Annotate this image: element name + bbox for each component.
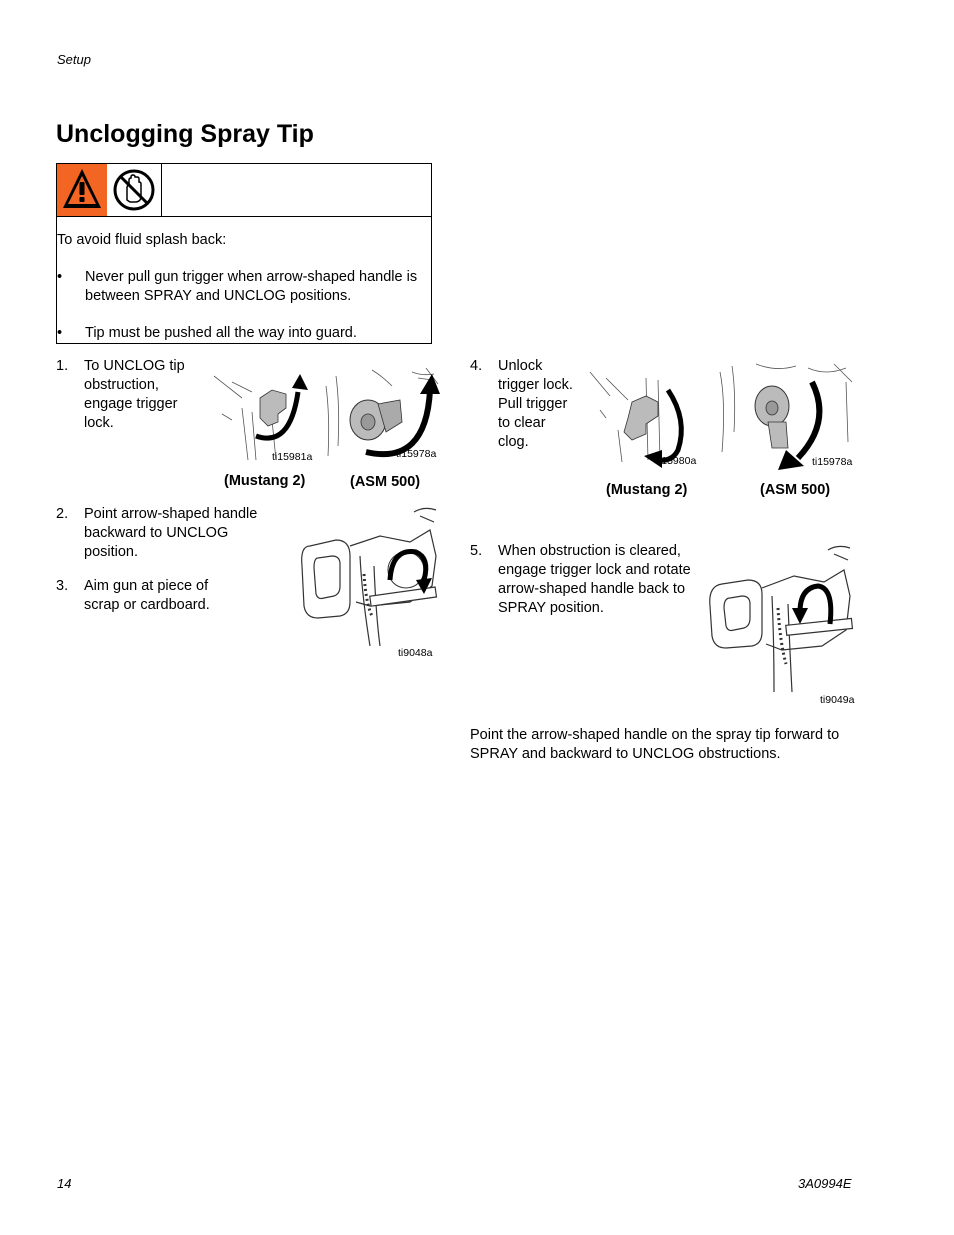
step-text: Unlock trigger lock. Pull trigger to clear clog.	[498, 358, 573, 450]
section-label: Setup	[57, 52, 91, 67]
step-5	[470, 542, 710, 622]
figure-ref: ti15978a	[396, 448, 437, 460]
warning-bullet: • Never pull gun trigger when arrow-shaped handle is between SPRAY and UNCLOG positions.	[57, 268, 427, 306]
figure-caption: (Mustang 2)	[606, 482, 688, 498]
step-number: 4.	[470, 358, 483, 374]
warning-box	[56, 163, 432, 344]
step-3	[56, 577, 296, 617]
no-hand-icon	[107, 164, 162, 216]
figure-ref: ti9048a	[398, 647, 433, 659]
spray-unclog-note: Point the arrow-shaped handle on the spray tip forward to SPRAY and backward to UNCLOG obstructions.	[470, 727, 840, 762]
step-4	[470, 357, 590, 457]
page-number: 14	[57, 1176, 72, 1191]
step-number: 5.	[470, 543, 483, 559]
warning-bullet-list	[57, 268, 427, 361]
step-number: 2.	[56, 506, 69, 522]
step-number: 3.	[56, 578, 69, 594]
figure-ref: ti15980a	[656, 455, 697, 467]
step-text: To UNCLOG tip obstruction, engage trigger lock.	[84, 358, 185, 431]
tip-unclog-position-illustration	[300, 506, 440, 646]
step-1	[56, 357, 206, 437]
step-text: When obstruction is cleared, engage trigger lock and rotate arrow-shaped handle back to SPRAY position.	[498, 543, 691, 616]
figure-caption: (ASM 500)	[760, 482, 831, 498]
step-2	[56, 505, 296, 565]
figure-caption: (ASM 500)	[350, 474, 421, 490]
figure-ref: ti15981a	[272, 451, 313, 463]
figure-caption: (Mustang 2)	[224, 473, 306, 489]
document-number: 3A0994E	[798, 1176, 852, 1191]
warning-intro: To avoid fluid splash back:	[57, 232, 227, 248]
tip-spray-position-illustration	[708, 544, 858, 694]
step-text: Point arrow-shaped handle backward to UNCLOG position.	[84, 506, 258, 560]
step-number: 1.	[56, 358, 69, 374]
warning-header	[57, 164, 431, 217]
step-text: Aim gun at piece of scrap or cardboard.	[84, 578, 210, 613]
page-title: Unclogging Spray Tip	[56, 120, 314, 148]
figure-ref: ti15978a	[812, 456, 853, 468]
warning-bullet: • Tip must be pushed all the way into guard.	[57, 324, 427, 343]
hazard-warning-icon	[57, 164, 108, 216]
figure-ref: ti9049a	[820, 694, 855, 706]
